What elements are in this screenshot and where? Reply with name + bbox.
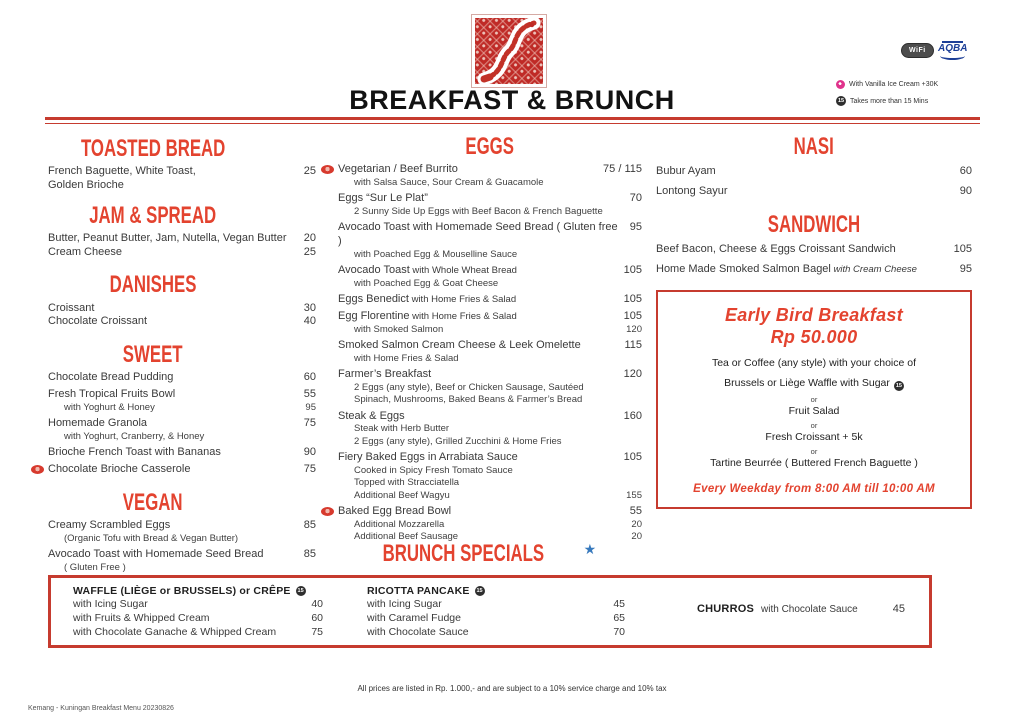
menu-legend <box>836 80 938 113</box>
item-text: with Smoked Salmon <box>354 323 444 335</box>
item-price: 90 <box>303 446 316 459</box>
item-subtext: with Chocolate Sauce <box>761 604 858 615</box>
menu-item-row <box>338 490 642 502</box>
menu-item-row <box>367 611 625 625</box>
item-price: 95 <box>305 401 316 413</box>
menu-item-row <box>367 625 625 639</box>
or-separator: or <box>810 446 818 456</box>
item-text: (Organic Tofu with Bread & Vegan Butter) <box>64 532 239 544</box>
item-text: Spinach, Mushrooms, Baked Beans & Farmer’s Bread <box>354 394 583 406</box>
item-text: Avocado Toast with Whole Wheat Bread <box>338 264 517 277</box>
item-text: Steak & Eggs <box>338 409 405 422</box>
left-column <box>48 136 316 584</box>
header-rule-thick <box>45 117 980 120</box>
item-price: 20 <box>303 231 316 244</box>
item-price: 105 <box>953 242 972 255</box>
item-price: 70 <box>629 192 642 205</box>
item-text: Lontong Sayur <box>656 184 728 197</box>
pricing-note: All prices are listed in Rp. 1.000,- and are subject to a 10% service charge and 10% tax <box>357 684 667 693</box>
item-text: ( Gluten Free ) <box>64 561 126 573</box>
timer-15-badge-icon: 15 <box>476 588 483 594</box>
item-price: 95 <box>959 262 972 275</box>
section-sweet <box>48 342 316 477</box>
item-text: French Baguette, White Toast, <box>48 165 196 178</box>
item-text: Additional Beef Sausage <box>354 531 459 542</box>
item-subtext: with Whole Wheat Bread <box>409 265 517 277</box>
menu-item-row <box>48 165 316 179</box>
menu-item-row <box>338 353 642 365</box>
item-text: Farmer’s Breakfast <box>338 368 432 381</box>
item-text: with Caramel Fudge <box>367 612 461 625</box>
section-sandwich <box>656 212 972 277</box>
page-title: BREAKFAST & BRUNCH <box>349 85 675 115</box>
item-price: 20 <box>631 518 642 530</box>
item-text: Home Made Smoked Salmon Bagel with Cream Cheese <box>656 262 917 275</box>
item-price: 55 <box>629 504 642 517</box>
menu-item-row <box>338 249 642 261</box>
legend-text: With Vanilla Ice Cream +30K <box>849 81 939 88</box>
menu-item-row <box>48 246 316 260</box>
menu-item-row <box>338 192 642 206</box>
timer-15-badge-icon: 15 <box>297 588 304 594</box>
menu-item-row <box>656 243 972 257</box>
timer-15-badge-icon: 15 <box>837 98 845 104</box>
header-rule-thin <box>45 123 980 124</box>
menu-item-row <box>48 463 316 477</box>
menu-item-row <box>338 177 642 189</box>
item-text: Beef Bacon, Cheese & Eggs Croissant Sandwich <box>656 242 896 255</box>
item-text: Additional Beef Wagyu <box>354 489 450 501</box>
item-price: 45 <box>892 603 905 615</box>
item-text: 2 Eggs (any style), Grilled Zucchini & Home Fries <box>354 435 562 447</box>
menu-item-row <box>48 388 316 402</box>
item-text: with Poached Egg & Mouselline Sauce <box>354 248 518 260</box>
menu-item-row <box>338 519 642 531</box>
item-price: 105 <box>623 451 642 464</box>
menu-item-row <box>338 163 642 177</box>
item-price: 160 <box>623 409 642 422</box>
specials-heading: WAFFLE (LIÈGE or BRUSSELS) or CRÊPE <box>73 585 291 597</box>
item-text: Cooked in Spicy Fresh Tomato Sauce <box>354 464 513 476</box>
brunch-specials-heading <box>0 541 944 566</box>
menu-item-row <box>48 232 316 246</box>
menu-item-row <box>367 597 625 611</box>
aqba-logo <box>938 41 967 60</box>
item-price: 25 <box>303 245 316 258</box>
item-text: Chocolate Bread Pudding <box>48 371 174 384</box>
section-jam-spread <box>48 203 316 260</box>
menu-item-row <box>338 278 642 290</box>
menu-item-row <box>338 477 642 489</box>
item-price: 40 <box>303 315 316 328</box>
item-price: 75 <box>303 462 316 475</box>
menu-item-row <box>338 451 642 465</box>
early-bird-options <box>664 357 964 469</box>
item-subtext: with Home Fries & Salad <box>409 311 517 323</box>
menu-item-row <box>48 315 316 329</box>
item-text: with Home Fries & Salad <box>354 352 459 364</box>
item-price: 20 <box>631 531 642 542</box>
menu-item-row <box>338 221 642 249</box>
menu-item-row <box>656 185 972 199</box>
early-bird-option: Fresh Croissant + 5k <box>765 430 863 443</box>
specials-col-churros <box>669 585 911 645</box>
item-text: 2 Sunny Side Up Eggs with Beef Bacon & French Baguette <box>354 206 603 218</box>
aqba-logo-text: AQBA <box>938 43 968 54</box>
item-price: 30 <box>303 301 316 314</box>
section-heading: SWEET <box>123 341 183 369</box>
timer-15-badge-icon: 15 <box>895 382 902 389</box>
menu-item-row <box>73 625 323 639</box>
section-nasi <box>656 134 972 199</box>
document-reference: Kemang - Kuningan Breakfast Menu 20230826 <box>28 705 174 712</box>
menu-item-row <box>48 371 316 385</box>
menu-item-row <box>73 611 323 625</box>
item-price: 120 <box>623 368 642 381</box>
section-danishes <box>48 272 316 329</box>
middle-column <box>338 134 642 553</box>
item-text: Creamy Scrambled Eggs <box>48 518 171 531</box>
item-text: with Salsa Sauce, Sour Cream & Guacamole <box>354 176 544 188</box>
menu-item-row <box>338 293 642 307</box>
item-text: with Poached Egg & Goat Cheese <box>354 277 499 289</box>
item-text: Avocado Toast with Homemade Seed Bread ( Gluten free ) <box>338 221 618 248</box>
item-text: Egg Florentine with Home Fries & Salad <box>338 310 517 323</box>
section-heading: EGGS <box>465 133 515 160</box>
item-flag-icon <box>31 465 44 474</box>
item-price: 70 <box>613 626 625 639</box>
early-bird-option: Tartine Beurrée ( Buttered French Baguette ) <box>710 456 918 469</box>
item-text: with Chocolate Sauce <box>367 626 469 639</box>
item-price: 155 <box>626 489 642 501</box>
item-flag-icon <box>321 507 334 516</box>
menu-item-row <box>669 603 911 615</box>
legend-text: Takes more than 15 Mins <box>850 97 929 105</box>
item-price: 85 <box>303 518 316 531</box>
item-text: Eggs Benedict with Home Fries & Salad <box>338 293 517 306</box>
item-price: 40 <box>311 598 323 610</box>
item-text: Smoked Salmon Cream Cheese & Leek Omelette <box>338 339 581 352</box>
specials-heading: RICOTTA PANCAKE <box>367 585 470 597</box>
item-text: Fiery Baked Eggs in Arrabiata Sauce <box>338 451 518 464</box>
early-bird-option: Fruit Salad <box>788 404 840 417</box>
brunch-specials-title: BRUNCH SPECIALS <box>382 540 544 567</box>
fish-batik-logo-icon <box>471 14 547 88</box>
menu-item-row <box>48 431 316 443</box>
item-price: 65 <box>613 612 625 625</box>
item-text: with Yoghurt & Honey <box>64 401 155 413</box>
item-text: Vegetarian / Beef Burrito <box>338 163 458 176</box>
early-bird-price: Rp 50.000 <box>770 326 858 347</box>
item-text: Topped with Stracciatella <box>354 477 460 489</box>
item-flag-icon <box>321 165 334 174</box>
specials-col-waffle <box>73 585 323 645</box>
item-price: 45 <box>613 598 625 610</box>
item-price: 75 / 115 <box>603 163 642 176</box>
item-text: 2 Eggs (any style), Beef or Chicken Sausage, Sautéed <box>354 382 584 393</box>
menu-item-row <box>338 394 642 406</box>
menu-item-row <box>656 165 972 179</box>
wifi-badge-icon: WiFi <box>901 43 934 58</box>
section-eggs <box>338 134 642 543</box>
menu-item-row <box>338 465 642 477</box>
item-text: Eggs “Sur Le Plat” <box>338 192 428 205</box>
item-text: Butter, Peanut Butter, Jam, Nutella, Vegan Butter <box>48 231 287 244</box>
star-icon: ★ <box>583 541 597 557</box>
menu-item-row <box>338 505 642 519</box>
item-price: 60 <box>303 371 316 384</box>
section-heading: JAM & SPREAD <box>89 201 217 229</box>
item-text: Chocolate Croissant <box>48 315 148 328</box>
menu-item-row <box>48 402 316 414</box>
specials-col-ricotta-pancake <box>367 585 625 645</box>
item-text: Additional Mozzarella <box>354 518 445 530</box>
section-heading: VEGAN <box>123 488 183 516</box>
item-subtext: with Home Fries & Salad <box>408 294 517 306</box>
item-text: Chocolate Brioche Casserole <box>48 462 191 475</box>
item-text: Steak with Herb Butter <box>354 423 450 435</box>
early-bird-promo-box <box>656 290 972 508</box>
menu-item-row <box>48 179 316 193</box>
early-bird-title-line1: Early Bird Breakfast <box>724 305 904 326</box>
specials-heading: CHURROS <box>697 603 755 615</box>
legend-timer <box>836 96 938 106</box>
item-text: Homemade Granola <box>48 417 148 430</box>
item-price: 105 <box>623 310 642 323</box>
item-price: 120 <box>626 323 642 335</box>
section-heading: NASI <box>793 133 835 160</box>
restaurant-logo <box>471 14 547 88</box>
item-price: 85 <box>303 547 316 560</box>
aqba-logo-swoosh <box>940 55 965 60</box>
menu-item-row <box>48 417 316 431</box>
item-price: 55 <box>303 388 316 400</box>
item-text: Golden Brioche <box>48 178 124 191</box>
early-bird-schedule: Every Weekday from 8:00 AM till 10:00 AM <box>693 482 935 495</box>
item-subtext: with Cream Cheese <box>830 263 917 275</box>
item-price: 60 <box>959 165 972 178</box>
section-heading: SANDWICH <box>767 210 861 238</box>
item-text: Cream Cheese <box>48 245 122 258</box>
menu-item-row <box>338 264 642 278</box>
menu-item-row <box>338 436 642 448</box>
early-bird-title <box>664 305 964 348</box>
or-separator: or <box>810 394 818 404</box>
menu-item-row <box>338 410 642 424</box>
menu-item-row <box>338 310 642 324</box>
menu-item-row <box>338 368 642 382</box>
section-toasted-bread <box>48 136 316 193</box>
item-price: 115 <box>624 339 642 352</box>
menu-item-row <box>656 263 972 277</box>
section-heading: TOASTED BREAD <box>80 135 226 162</box>
section-heading: DANISHES <box>109 271 197 299</box>
or-separator: or <box>810 420 818 430</box>
ice-cream-badge-icon <box>836 80 845 89</box>
item-price: 95 <box>629 221 642 234</box>
menu-item-row <box>338 339 642 353</box>
legend-ice-cream <box>836 80 938 89</box>
right-column <box>656 134 972 509</box>
item-price: 60 <box>311 612 323 625</box>
item-price: 75 <box>303 417 316 430</box>
item-text: with Icing Sugar <box>73 598 148 610</box>
item-text: Avocado Toast with Homemade Seed Bread <box>48 547 264 560</box>
item-price: 105 <box>623 293 642 306</box>
menu-item-row <box>338 423 642 435</box>
menu-item-row <box>73 597 323 611</box>
brunch-specials-box <box>48 575 932 648</box>
early-bird-option: Brussels or Liège Waffle with Sugar 15 <box>724 376 902 389</box>
menu-item-row <box>48 519 316 533</box>
menu-item-row <box>338 324 642 336</box>
item-price: 105 <box>623 264 642 277</box>
item-text: with Yoghurt, Cranberry, & Honey <box>64 430 205 442</box>
item-text: with Chocolate Ganache & Whipped Cream <box>73 626 277 639</box>
menu-item-row <box>48 446 316 460</box>
item-text: Bubur Ayam <box>656 165 716 178</box>
item-text: with Icing Sugar <box>367 598 442 610</box>
menu-item-row <box>48 302 316 316</box>
item-text: Croissant <box>48 301 95 314</box>
item-price: 90 <box>959 184 972 197</box>
menu-item-row <box>338 206 642 218</box>
item-text: Fresh Tropical Fruits Bowl <box>48 388 176 400</box>
item-price: 25 <box>303 165 316 178</box>
item-price: 75 <box>311 626 323 639</box>
item-text: with Fruits & Whipped Cream <box>73 612 210 625</box>
menu-item-row <box>338 382 642 394</box>
item-text: Brioche French Toast with Bananas <box>48 446 221 459</box>
early-bird-option: Tea or Coffee (any style) with your choice of <box>711 356 917 369</box>
item-text: Baked Egg Bread Bowl <box>338 504 452 517</box>
